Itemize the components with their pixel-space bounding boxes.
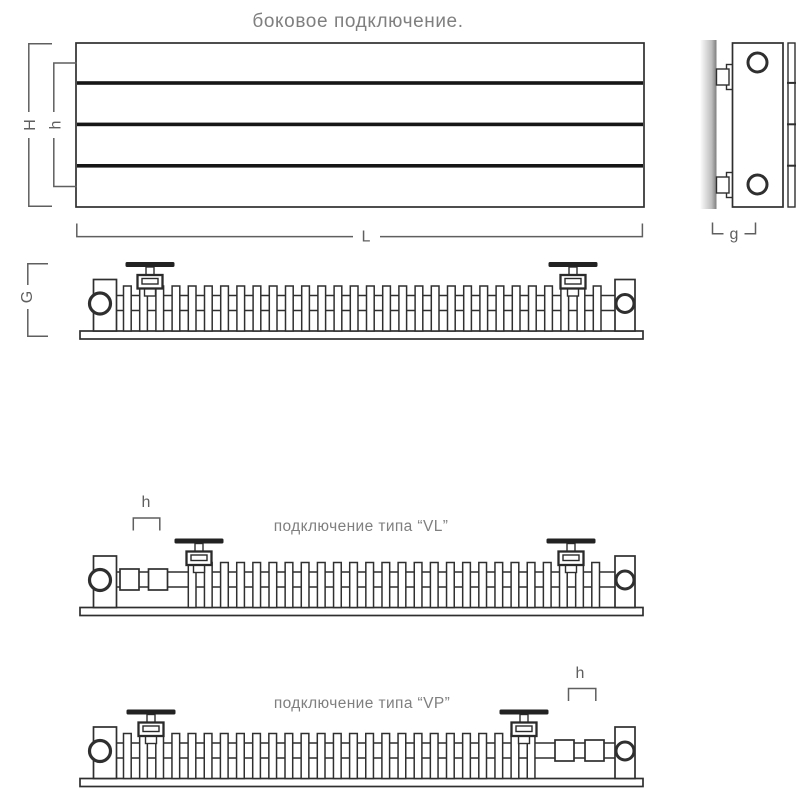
fin bbox=[480, 286, 488, 331]
dim-G-label: G bbox=[19, 290, 37, 304]
fin bbox=[237, 563, 245, 608]
valve-nut bbox=[143, 726, 159, 732]
fin bbox=[382, 563, 390, 608]
fin bbox=[237, 734, 245, 779]
fin bbox=[350, 286, 358, 331]
vl-view bbox=[80, 494, 643, 616]
convector-assembly bbox=[80, 262, 643, 339]
fin bbox=[334, 286, 342, 331]
connection-fitting bbox=[149, 569, 168, 590]
fin bbox=[253, 286, 261, 331]
convector-assembly bbox=[80, 539, 643, 616]
fin bbox=[430, 563, 438, 608]
front-view bbox=[22, 43, 644, 246]
fin bbox=[253, 563, 261, 608]
valve-nut bbox=[191, 555, 207, 561]
fin bbox=[414, 563, 422, 608]
fin bbox=[495, 563, 503, 608]
fin bbox=[366, 734, 374, 779]
base-plate bbox=[80, 779, 643, 787]
panel-separator bbox=[77, 81, 643, 85]
fin bbox=[511, 563, 519, 608]
fin bbox=[269, 563, 277, 608]
valve-handle bbox=[547, 539, 596, 544]
fin bbox=[220, 734, 228, 779]
fin bbox=[172, 734, 180, 779]
wall bbox=[701, 40, 717, 209]
fin bbox=[367, 286, 375, 331]
dim-L-label: L bbox=[361, 228, 371, 246]
valve-nut bbox=[516, 726, 532, 732]
vl-title: подключение типа “VL” bbox=[273, 518, 449, 535]
dim-h-label: h bbox=[47, 120, 65, 130]
fin bbox=[318, 286, 326, 331]
dim-h-vl-label: h bbox=[141, 494, 151, 511]
valve-handle bbox=[549, 262, 598, 267]
fin bbox=[399, 286, 407, 331]
fin bbox=[463, 563, 471, 608]
valve-handle bbox=[126, 262, 175, 267]
fin bbox=[479, 563, 487, 608]
fin bbox=[317, 734, 325, 779]
dim-H-label: H bbox=[22, 119, 40, 131]
fin bbox=[188, 734, 196, 779]
fin bbox=[172, 286, 180, 331]
fin bbox=[333, 734, 341, 779]
panel-separator bbox=[77, 164, 643, 168]
connection-port bbox=[748, 53, 767, 72]
fin bbox=[529, 286, 537, 331]
fin bbox=[495, 734, 503, 779]
base-plate bbox=[80, 331, 643, 339]
left-port bbox=[90, 293, 111, 314]
fin bbox=[205, 286, 213, 331]
fin bbox=[527, 563, 535, 608]
fin bbox=[592, 563, 600, 608]
left-port bbox=[90, 741, 111, 762]
mount-bracket bbox=[717, 177, 730, 193]
fin bbox=[479, 734, 487, 779]
valve-nut bbox=[565, 279, 581, 285]
convector-assembly bbox=[80, 710, 643, 787]
valve-handle bbox=[127, 710, 176, 715]
fin bbox=[383, 286, 391, 331]
fin bbox=[543, 563, 551, 608]
fin bbox=[512, 286, 520, 331]
top-view bbox=[19, 262, 643, 339]
left-port bbox=[90, 570, 111, 591]
fin bbox=[285, 563, 293, 608]
fin bbox=[269, 286, 277, 331]
fin bbox=[398, 563, 406, 608]
connection-fitting bbox=[120, 569, 139, 590]
fin bbox=[204, 563, 212, 608]
fin bbox=[124, 734, 132, 779]
fin bbox=[334, 563, 342, 608]
fin bbox=[204, 734, 212, 779]
fin bbox=[221, 563, 229, 608]
fin bbox=[317, 563, 325, 608]
mount-bracket bbox=[717, 69, 730, 85]
fin bbox=[382, 734, 390, 779]
side-view bbox=[701, 40, 797, 243]
vp-view bbox=[80, 665, 643, 787]
fin bbox=[269, 734, 277, 779]
fin bbox=[350, 563, 358, 608]
fin bbox=[124, 286, 132, 331]
valve-handle bbox=[175, 539, 224, 544]
fin bbox=[593, 286, 601, 331]
connection-port bbox=[748, 175, 767, 194]
dim-g-label: g bbox=[729, 226, 739, 243]
fin bbox=[302, 286, 310, 331]
panel-separator bbox=[77, 123, 643, 127]
fin bbox=[156, 286, 164, 331]
fin bbox=[301, 734, 309, 779]
fin bbox=[431, 286, 439, 331]
fin bbox=[398, 734, 406, 779]
fin bbox=[188, 286, 196, 331]
connection-fitting bbox=[555, 740, 574, 761]
fin bbox=[350, 734, 358, 779]
fin bbox=[237, 286, 245, 331]
dim-L-line bbox=[77, 224, 643, 237]
right-port bbox=[616, 742, 634, 760]
valve-nut bbox=[142, 279, 158, 285]
valve-nut bbox=[563, 555, 579, 561]
base-plate bbox=[80, 608, 643, 616]
fin bbox=[430, 734, 438, 779]
dim-h-vp-label: h bbox=[575, 665, 585, 682]
fin bbox=[415, 286, 423, 331]
fin bbox=[464, 286, 472, 331]
fin bbox=[221, 286, 229, 331]
dim-h-vl-bracket bbox=[133, 518, 160, 531]
fin bbox=[496, 286, 504, 331]
fin bbox=[414, 734, 422, 779]
fin bbox=[463, 734, 471, 779]
vp-title: подключение типа “VP” bbox=[273, 695, 451, 712]
fin bbox=[366, 563, 374, 608]
connection-fitting bbox=[585, 740, 604, 761]
right-port bbox=[616, 295, 634, 313]
fin bbox=[448, 286, 456, 331]
dim-h-vp-bracket bbox=[569, 689, 596, 702]
fin bbox=[447, 734, 455, 779]
right-port bbox=[616, 571, 634, 589]
fin bbox=[286, 286, 294, 331]
fin bbox=[447, 563, 455, 608]
page-title: боковое подключение. bbox=[252, 11, 464, 32]
fin bbox=[301, 563, 309, 608]
fin bbox=[285, 734, 293, 779]
valve-handle bbox=[500, 710, 549, 715]
fin bbox=[511, 734, 519, 779]
fin bbox=[253, 734, 261, 779]
fin bbox=[545, 286, 553, 331]
